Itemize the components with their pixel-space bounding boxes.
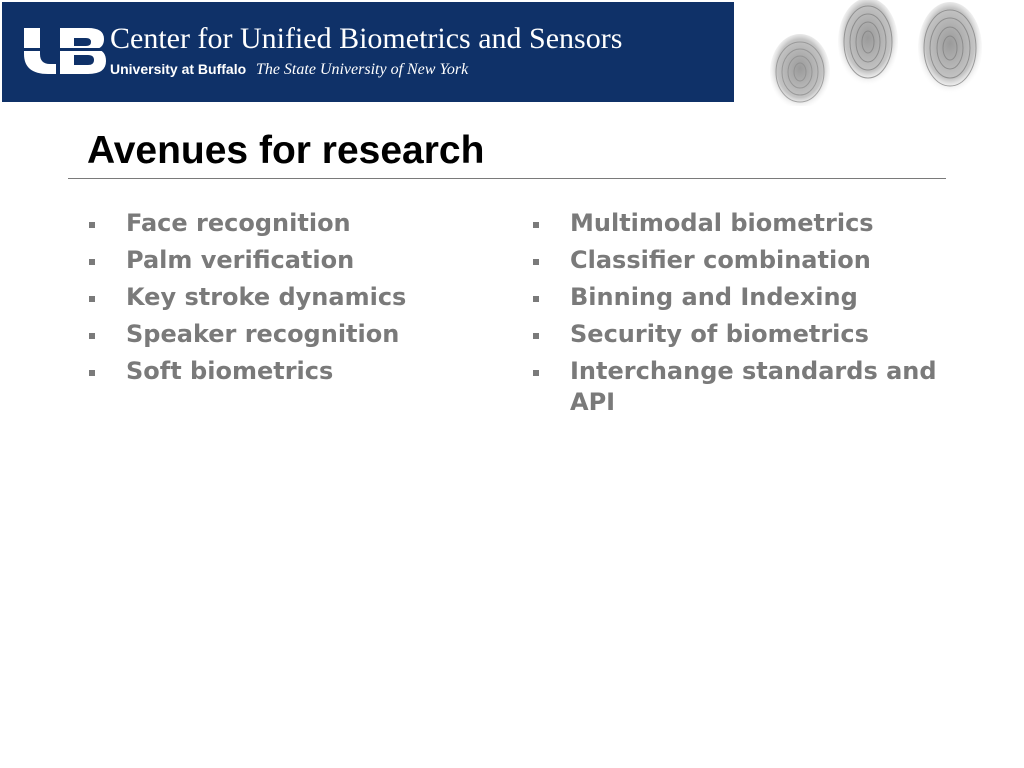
bullet-icon [533,296,539,302]
suny-name: The State University of New York [255,61,469,78]
bullet-icon [533,222,539,228]
list-item: Interchange standards and API [532,356,952,418]
bullet-icon [533,333,539,339]
list-item: Security of biometrics [532,319,952,350]
university-line [110,59,468,80]
list-item: Soft biometrics [88,356,508,387]
bullet-icon [533,370,539,376]
bullet-icon [89,259,95,265]
list-item: Key stroke dynamics [88,282,508,313]
fingerprint-3 [918,2,982,94]
bullet-icon [89,222,95,228]
fingerprints-image [760,0,1024,106]
university-name: University at Buffalo [110,61,247,77]
ub-logo-icon [20,24,110,78]
slide-title: Avenues for research [87,129,485,172]
bullet-icon [89,370,95,376]
center-title: Center for Unified Biometrics and Sensors [110,22,623,55]
list-item: Speaker recognition [88,319,508,350]
title-divider [68,178,946,179]
right-bullet-list [532,208,952,424]
list-item: Face recognition [88,208,508,239]
bullet-icon [533,259,539,265]
header-banner [2,2,734,102]
list-item: Palm verification [88,245,508,276]
left-bullet-list [88,208,508,393]
list-item: Multimodal biometrics [532,208,952,239]
bullet-icon [89,333,95,339]
fingerprint-2 [838,0,898,86]
list-item: Classifier combination [532,245,952,276]
list-item: Binning and Indexing [532,282,952,313]
bullet-icon [89,296,95,302]
